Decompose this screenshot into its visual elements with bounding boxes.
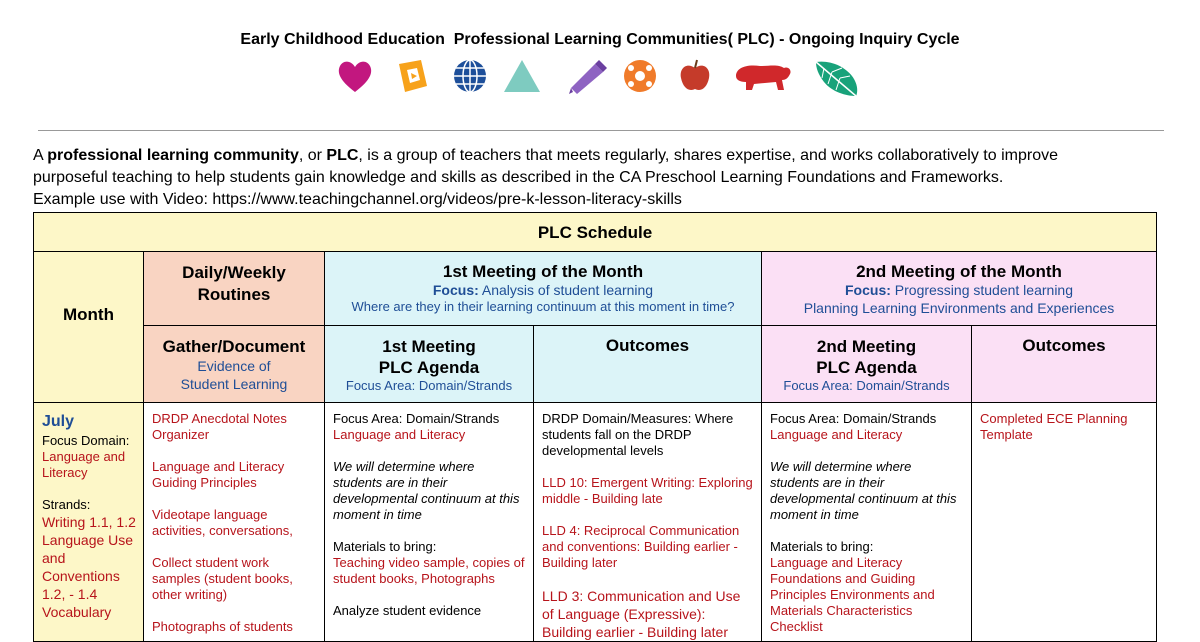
video-link[interactable]: Example use with Video: https://www.teachingchannel.org/videos/pre-k-lesson-literacy-skills bbox=[33, 191, 682, 208]
gather-header: Gather/Document Evidence of Student Learning bbox=[143, 325, 325, 403]
ball-icon bbox=[620, 56, 660, 96]
book-icon bbox=[393, 56, 433, 96]
intro-term-plc: PLC bbox=[326, 147, 359, 164]
outcomes1-cell: DRDP Domain/Measures: Where students fall on the DRDP developmental levels LLD 10: Emergent Writing: Exploring middle - Building late LLD 4: Reciprocal Communication and conventions: Building earlier - Building later LLD 3: Communication and Use of Language (Expressive): Building earlier - Building later bbox=[533, 402, 762, 642]
list-item: LLD 4: Reciprocal Communication and conventions: Building earlier - Building later bbox=[542, 523, 740, 570]
list-item: Language and Literacy Guiding Principles bbox=[152, 459, 285, 490]
intro-term-plc-full: professional learning community bbox=[47, 147, 299, 164]
month-header: Month bbox=[33, 251, 144, 403]
leaf-icon bbox=[810, 56, 864, 100]
agenda1-cell: Focus Area: Domain/Strands Language and Literacy We will determine where students are in their developmental continuum at this moment in time Materials to bring: Teaching video sample, copies of student books, Photographs Analyze student evidence bbox=[324, 402, 534, 642]
gather-cell bbox=[143, 402, 325, 642]
list-item: Photographs of students bbox=[152, 619, 293, 634]
triangle-icon bbox=[500, 56, 544, 96]
apple-icon bbox=[675, 56, 715, 96]
icon-row bbox=[335, 56, 875, 100]
outcomes2-header: Outcomes bbox=[971, 325, 1157, 403]
agenda2-cell: Focus Area: Domain/Strands Language and Literacy We will determine where students are in their developmental continuum at this moment in time Materials to bring: Language and Literacy Foundations and Guiding Principles Environments and Materials Characteristics Checklist bbox=[761, 402, 972, 642]
heart-icon bbox=[335, 56, 375, 96]
list-item: LLD 10: Emergent Writing: Exploring middle - Building late bbox=[542, 475, 753, 506]
agenda2-header: 2nd Meeting PLC Agenda Focus Area: Domain/Strands bbox=[761, 325, 972, 403]
agenda1-header: 1st Meeting PLC Agenda Focus Area: Domain/Strands bbox=[324, 325, 534, 403]
routines-header: Daily/Weekly Routines bbox=[143, 251, 325, 326]
list-item: Videotape language activities, conversations, bbox=[152, 507, 293, 538]
document-title: Early Childhood Education Professional Learning Communities( PLC) - Ongoing Inquiry Cycle bbox=[240, 31, 960, 48]
outcomes2-cell: Completed ECE Planning Template bbox=[971, 402, 1157, 642]
month-cell: July Focus Domain: Language and Literacy Strands: Writing 1.1, 1.2 Language Use and Conventions 1.2, - 1.4 Vocabulary bbox=[33, 402, 144, 642]
horizontal-rule bbox=[38, 130, 1164, 131]
schedule-caption: PLC Schedule bbox=[33, 212, 1157, 252]
meeting1-header: 1st Meeting of the Month Focus: Analysis of student learning Where are they in their learning continuum at this moment in time? bbox=[324, 251, 762, 326]
list-item: LLD 3: Communication and Use of Language (Expressive): Building earlier - Building later bbox=[542, 588, 741, 640]
outcomes1-header: Outcomes bbox=[533, 325, 762, 403]
list-item: Collect student work samples (student books, other writing) bbox=[152, 555, 293, 602]
bear-icon bbox=[730, 56, 794, 96]
list-item: DRDP Anecdotal Notes Organizer bbox=[152, 411, 287, 442]
meeting2-header: 2nd Meeting of the Month Focus: Progressing student learning Planning Learning Environments and Experiences bbox=[761, 251, 1157, 326]
crayon-icon bbox=[565, 56, 609, 96]
globe-icon bbox=[450, 56, 490, 96]
intro-paragraph: A professional learning community, or PLC, is a group of teachers that meets regularly, shares expertise, and works collaboratively to improve purposeful teaching to help students gain knowledge and skills as described in the CA Preschool Learning Foundations and Frameworks. Example use with Video: https://www.teachingchannel.org/videos/pre-k-lesson-literacy-skills bbox=[33, 145, 1168, 211]
